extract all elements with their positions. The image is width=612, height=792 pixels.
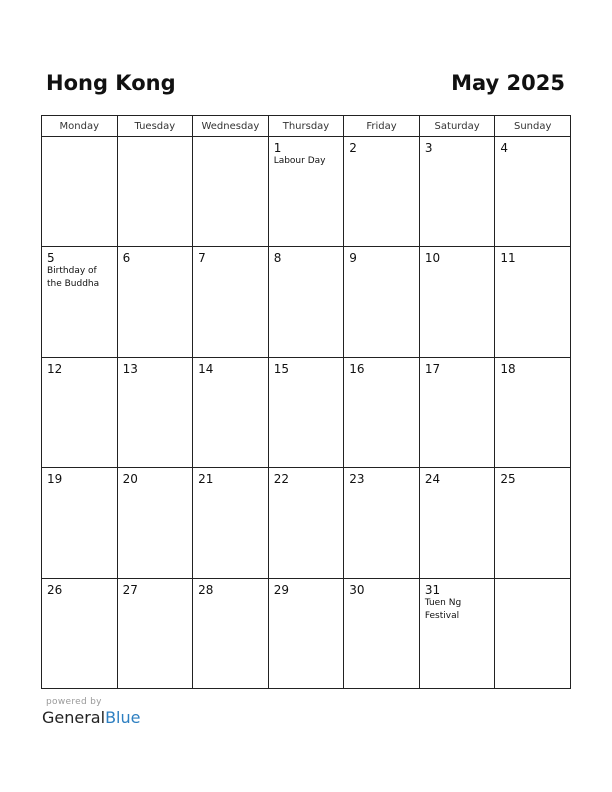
day-number: 24 [424, 472, 441, 487]
week-row [42, 137, 571, 247]
day-number: 11 [500, 251, 516, 266]
day-number: 20 [122, 472, 138, 487]
day-cell [495, 247, 571, 357]
day-cell [117, 247, 193, 357]
day-cell [42, 578, 118, 688]
day-number: 7 [198, 251, 206, 266]
day-number: 26 [47, 582, 63, 597]
calendar-month-title: May 2025 [451, 71, 565, 95]
day-number: 6 [122, 251, 131, 266]
day-cell [193, 137, 269, 247]
day-cell [344, 468, 420, 578]
holiday-label: Birthday of the Buddha [47, 266, 100, 290]
day-cell [117, 357, 193, 467]
day-number: 9 [349, 251, 357, 266]
day-cell [419, 247, 495, 357]
day-cell [419, 357, 495, 467]
day-number: 28 [198, 582, 214, 597]
day-cell [117, 468, 193, 578]
weekday-sunday: Sunday [495, 116, 571, 137]
day-cell [419, 578, 495, 688]
brand-general-text: General [42, 708, 106, 727]
day-cell [268, 357, 344, 467]
day-number: 27 [122, 582, 138, 597]
day-cell [42, 468, 118, 578]
week-row [42, 247, 571, 357]
day-cell [42, 137, 118, 247]
day-cell [495, 578, 571, 688]
week-row [42, 578, 571, 688]
day-cell [117, 578, 193, 688]
day-number: 5 [47, 251, 55, 266]
day-number: 1 [273, 141, 282, 155]
weekday-friday: Friday [344, 116, 420, 137]
day-cell [419, 137, 495, 247]
weekday-thursday: Thursday [268, 116, 344, 137]
day-cell [193, 468, 269, 578]
day-cell [419, 468, 495, 578]
day-number: 8 [273, 251, 282, 266]
day-number: 15 [273, 361, 289, 376]
day-cell [268, 468, 344, 578]
generalblue-logo[interactable] [42, 708, 140, 727]
weekday-header-row [42, 116, 571, 137]
day-number: 31 [424, 582, 441, 597]
day-number: 17 [424, 361, 441, 376]
day-number: 13 [122, 361, 138, 376]
brand-blue-text: Blue [105, 708, 141, 727]
weekday-saturday: Saturday [419, 116, 495, 137]
week-row [42, 468, 571, 578]
day-number: 10 [424, 251, 441, 266]
day-number: 30 [349, 582, 365, 597]
day-cell [344, 137, 420, 247]
holiday-label: Labour Day [273, 156, 326, 166]
week-row [42, 357, 571, 467]
day-cell [344, 357, 420, 467]
weekday-wednesday: Wednesday [193, 116, 269, 137]
day-cell [344, 247, 420, 357]
day-number: 29 [273, 582, 289, 597]
day-cell [268, 247, 344, 357]
weekday-tuesday: Tuesday [117, 116, 193, 137]
day-number: 22 [273, 472, 289, 487]
day-number: 12 [47, 361, 63, 376]
day-number: 23 [349, 472, 365, 487]
day-cell [42, 357, 118, 467]
powered-by-label: powered by [46, 697, 102, 707]
day-number: 2 [349, 141, 357, 155]
day-cell [42, 247, 118, 357]
day-cell [193, 578, 269, 688]
day-cell [193, 357, 269, 467]
day-cell [344, 578, 420, 688]
day-cell [268, 578, 344, 688]
calendar-grid [41, 115, 571, 689]
day-number: 4 [500, 141, 509, 155]
day-number: 18 [500, 361, 516, 376]
weekday-monday: Monday [42, 116, 118, 137]
day-cell [495, 137, 571, 247]
day-cell [495, 468, 571, 578]
day-cell [193, 247, 269, 357]
day-number: 21 [198, 472, 214, 487]
day-cell [495, 357, 571, 467]
holiday-label: Tuen Ng Festival [424, 597, 462, 621]
day-number: 16 [349, 361, 365, 376]
day-number: 3 [424, 141, 433, 155]
day-cell [268, 137, 344, 247]
day-number: 14 [198, 361, 214, 376]
calendar-region-title: Hong Kong [46, 71, 176, 95]
day-number: 25 [500, 472, 516, 487]
day-cell [117, 137, 193, 247]
day-number: 19 [47, 472, 63, 487]
